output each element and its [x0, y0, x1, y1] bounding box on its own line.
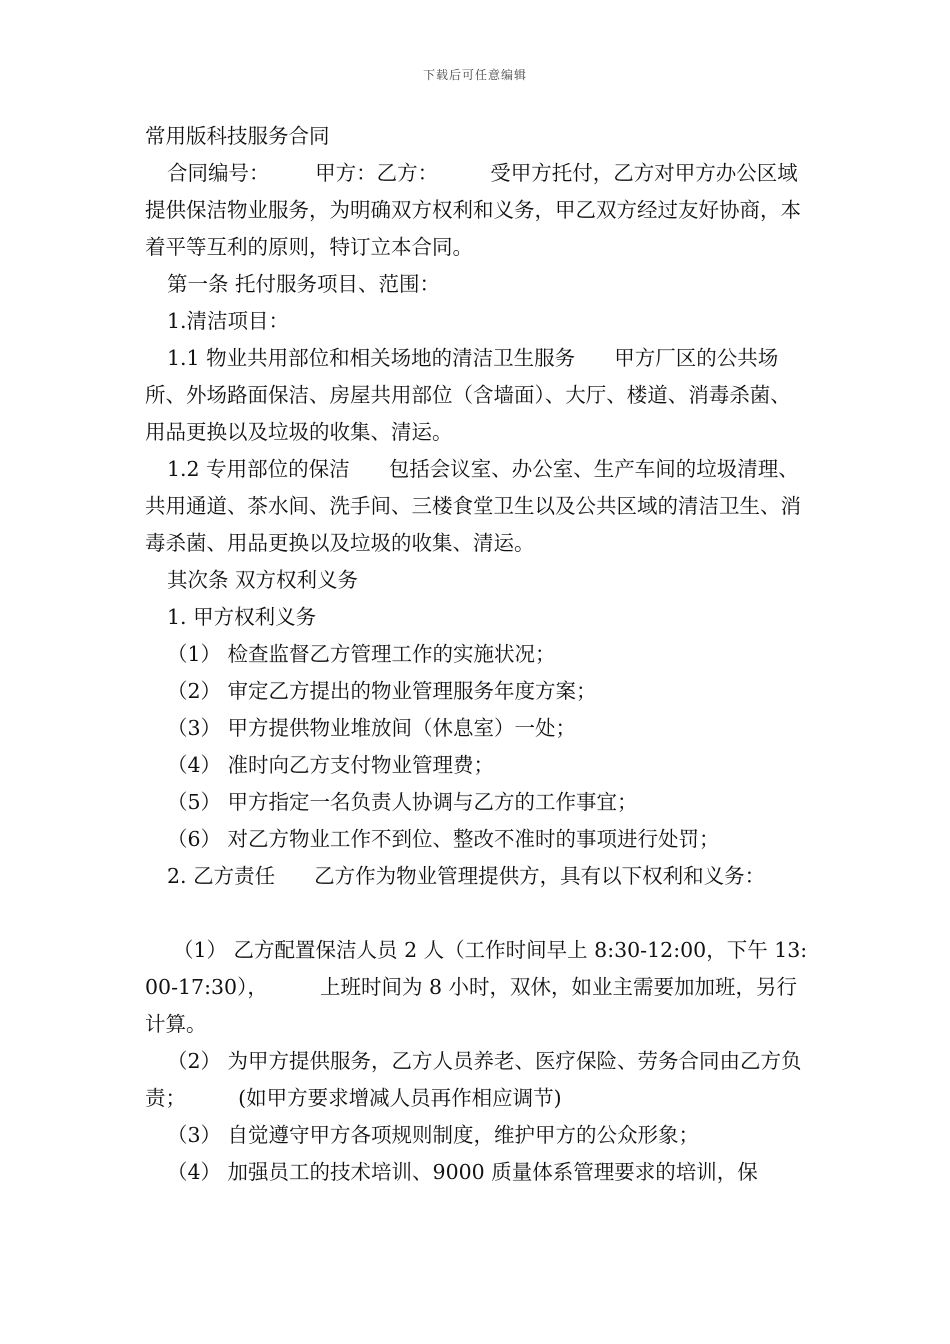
party-a-item-1: （1） 检查监督乙方管理工作的实施状况；: [167, 642, 556, 666]
paragraph-gap: [145, 895, 810, 932]
party-b-item-1: （1） 乙方配置保洁人员 2 人（工作时间早上 8:30-12:00，下午 13:00-17:30）， 上班时间为 8 小时，双休，如业主需要加加班，另行计算。: [145, 938, 808, 1036]
item-1-heading: 1.清洁项目：: [167, 309, 290, 333]
item-1-2-paragraph: 1.2 专用部位的保洁 包括会议室、办公室、生产车间的垃圾清理、共用通道、茶水间、洗手间、三楼食堂卫生以及公共区域的清洁卫生、消毒杀菌、用品更换以及垃圾的收集、清运。: [145, 457, 801, 555]
item-1-1-paragraph: 1.1 物业共用部位和相关场地的清洁卫生服务 甲方厂区的公共场所、外场路面保洁、房屋共用部位（含墙面）、大厅、楼道、消毒杀菌、用品更换以及垃圾的收集、清运。: [145, 346, 791, 444]
party-a-item-4: （4） 准时向乙方支付物业管理费；: [167, 753, 495, 777]
article-1-heading: 第一条 托付服务项目、范围：: [167, 272, 441, 296]
party-a-item-2: （2） 审定乙方提出的物业管理服务年度方案；: [167, 679, 597, 703]
document-title: 常用版科技服务合同: [145, 124, 330, 148]
party-b-heading: 2. 乙方责任 乙方作为物业管理提供方，具有以下权利和义务：: [167, 864, 766, 888]
party-a-item-6: （6） 对乙方物业工作不到位、整改不准时的事项进行处罚；: [167, 827, 720, 851]
party-b-item-2: （2） 为甲方提供服务，乙方人员养老、医疗保险、劳务合同由乙方负责； (如甲方要求增减人员再作相应调节): [145, 1049, 802, 1110]
contract-intro-paragraph: 合同编号： 甲方：乙方： 受甲方托付，乙方对甲方办公区域提供保洁物业服务，为明确双方权利和义务，甲乙双方经过友好协商，本着平等互利的原则，特订立本合同。: [145, 161, 801, 259]
page-header: 下载后可任意编辑: [422, 68, 527, 82]
party-a-item-5: （5） 甲方指定一名负责人协调与乙方的工作事宜；: [167, 790, 638, 814]
party-a-heading: 1. 甲方权利义务: [167, 605, 317, 629]
document-body: [145, 118, 810, 1191]
party-a-item-3: （3） 甲方提供物业堆放间（休息室）一处；: [167, 716, 577, 740]
party-b-item-3: （3） 自觉遵守甲方各项规则制度，维护甲方的公众形象；: [167, 1123, 700, 1147]
article-2-heading: 其次条 双方权利义务: [167, 568, 359, 592]
party-b-item-4: （4） 加强员工的技术培训、9000 质量体系管理要求的培训，保: [167, 1160, 758, 1184]
